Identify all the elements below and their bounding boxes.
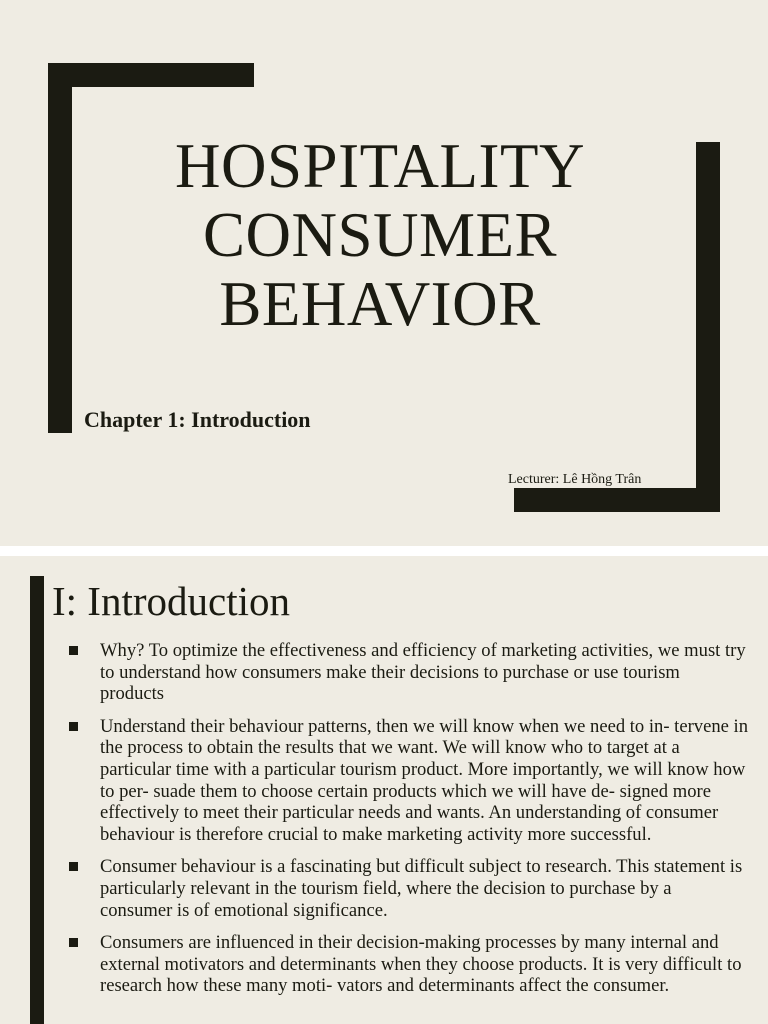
square-bullet-icon: [69, 722, 78, 731]
left-accent-bar: [30, 576, 44, 1024]
frame-bar-top-left-horizontal: [48, 63, 254, 87]
square-bullet-icon: [69, 862, 78, 871]
title-line: HOSPITALITY: [175, 131, 585, 201]
bullet-item: [68, 640, 748, 705]
frame-bar-bottom-right-horizontal: [514, 488, 720, 512]
presentation-title: [100, 132, 660, 339]
slide-title: I: Introduction: [52, 578, 290, 624]
title-line: BEHAVIOR: [219, 269, 541, 339]
bullet-item: [68, 716, 748, 846]
frame-bar-top-left-vertical: [48, 63, 72, 433]
bullet-text: Consumers are influenced in their decision-making processes by many internal and external motivators and determinants when they choose products. It is very difficult to research how these many moti- vators and determinants affect the consumer.: [100, 932, 742, 997]
frame-bar-bottom-right-vertical: [696, 142, 720, 512]
bullet-text: Why? To optimize the effectiveness and efficiency of marketing activities, we must try to understand how consumers make their decisions to purchase or use tourism products: [100, 640, 746, 705]
chapter-subtitle: Chapter 1: Introduction: [84, 407, 311, 432]
title-line: CONSUMER: [202, 200, 558, 270]
lecturer-name: Lecturer: Lê Hồng Trân: [508, 472, 642, 487]
bullet-text: Consumer behaviour is a fascinating but difficult subject to research. This statement is particularly relevant in the tourism field, where the decision to purchase by a consumer is of emotional significance.: [100, 856, 743, 921]
square-bullet-icon: [69, 646, 78, 655]
square-bullet-icon: [69, 938, 78, 947]
bullet-list: [68, 640, 748, 1008]
bullet-text: Understand their behaviour patterns, then we will know when we need to in- tervene in the process to obtain the results that we want. We will know who to target at a particular time with a particular tourism product. More importantly, we will know how to per- suade them to choose certain products which we will have de- signed more effectively to meet their particular needs and wants. An understanding of consumer behaviour is therefore crucial to make marketing activity more successful.: [100, 715, 749, 845]
introduction-slide: [0, 556, 768, 1024]
bullet-item: [68, 932, 748, 997]
bullet-item: [68, 856, 748, 921]
